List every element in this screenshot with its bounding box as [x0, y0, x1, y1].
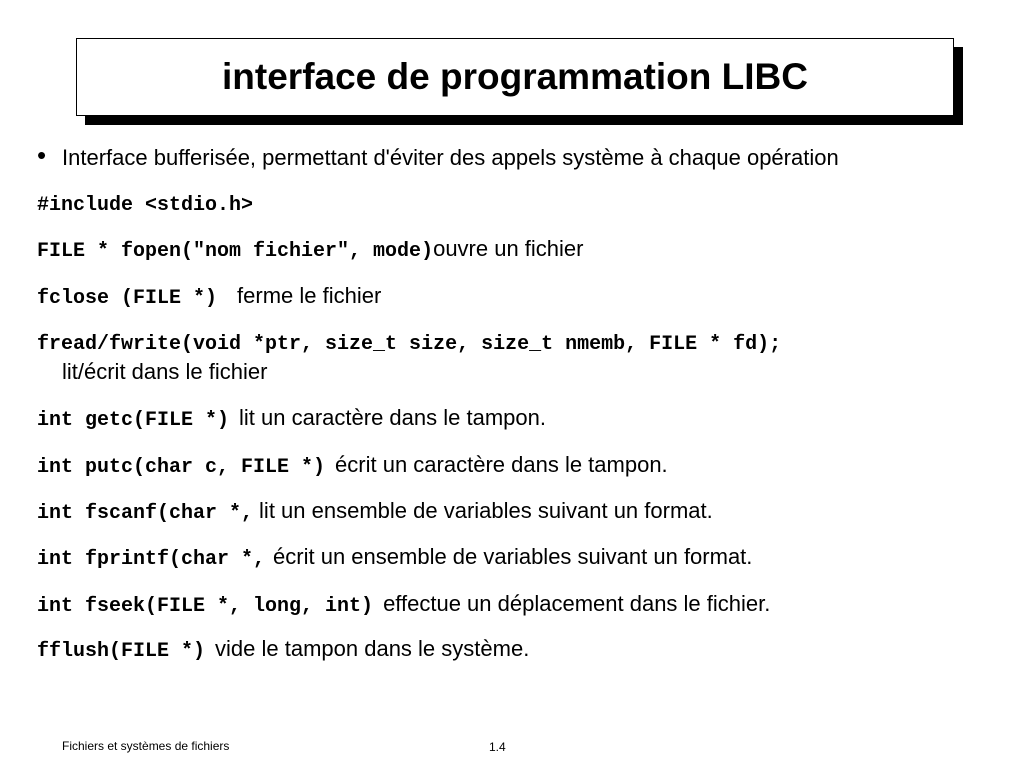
- bullet-text: Interface bufferisée, permettant d'éviter des appels système à chaque opération: [62, 145, 839, 170]
- code-line-fscanf: [37, 498, 713, 527]
- code-text: int getc(FILE *): [37, 409, 230, 432]
- code-description: ferme le fichier: [237, 283, 382, 308]
- code-description: lit un ensemble de variables suivant un format.: [259, 498, 713, 523]
- code-text: FILE * fopen("nom fichier", mode): [37, 240, 434, 263]
- code-line-fclose: [37, 283, 381, 312]
- code-description: écrit un caractère dans le tampon.: [335, 452, 668, 477]
- code-description: ouvre un fichier: [433, 236, 584, 261]
- footer-course-title: Fichiers et systèmes de fichiers: [62, 739, 230, 753]
- code-line-putc: [37, 452, 668, 481]
- code-text: #include <stdio.h>: [37, 194, 254, 217]
- code-line-fprintf: [37, 544, 752, 573]
- code-description: vide le tampon dans le système.: [215, 636, 530, 661]
- code-text: int fseek(FILE *, long, int): [37, 595, 374, 618]
- bullet-icon: •: [37, 140, 47, 170]
- code-line-getc: [37, 405, 546, 434]
- code-text: fflush(FILE *): [37, 640, 206, 663]
- code-description: lit/écrit dans le fichier: [62, 359, 268, 384]
- code-description: effectue un déplacement dans le fichier.: [383, 591, 771, 616]
- code-text: int putc(char c, FILE *): [37, 456, 326, 479]
- code-description: lit un caractère dans le tampon.: [239, 405, 546, 430]
- code-text: int fprintf(char *,: [37, 548, 266, 571]
- slide-title: interface de programmation LIBC: [222, 56, 808, 97]
- title-box: [76, 38, 954, 116]
- code-description: écrit un ensemble de variables suivant un format.: [273, 544, 753, 569]
- footer-page-number: 1.4: [489, 740, 506, 754]
- code-text: fclose (FILE *): [37, 287, 218, 310]
- code-line-fflush: [37, 636, 529, 665]
- code-line-fopen: [37, 236, 584, 265]
- code-line-fread-fwrite-desc: [62, 359, 267, 385]
- code-text: fread/fwrite(void *ptr, size_t size, size_t nmemb, FILE * fd);: [37, 333, 782, 356]
- code-line-include: [37, 190, 253, 219]
- code-line-fseek: [37, 591, 770, 620]
- code-text: int fscanf(char *,: [37, 502, 254, 525]
- code-line-fread-fwrite: [37, 329, 781, 358]
